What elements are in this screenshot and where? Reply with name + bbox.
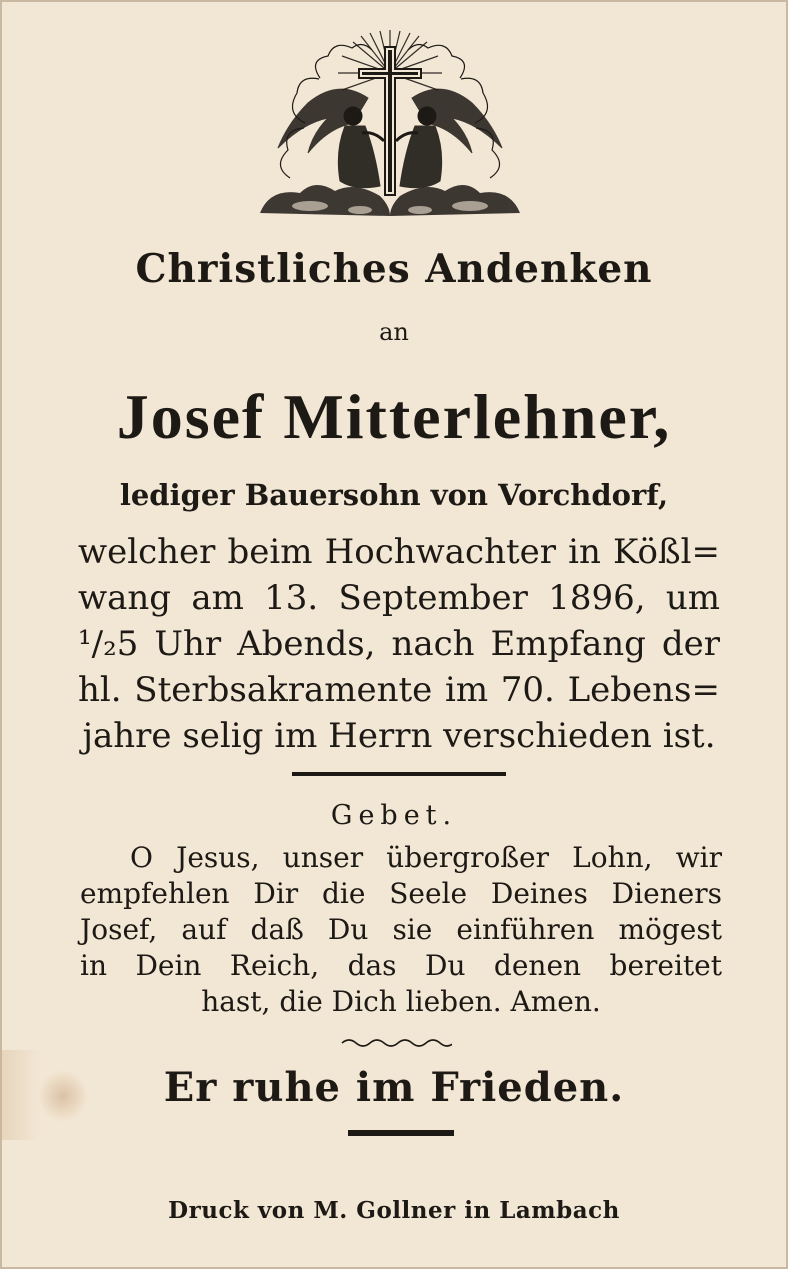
wavy-ornament <box>340 1036 452 1050</box>
deceased-description: lediger Bauersohn von Vorchdorf, <box>119 478 669 512</box>
deceased-name: Josef Mitterlehner, <box>116 381 672 452</box>
divider-rule <box>292 772 506 776</box>
body-line: wang am 13. September 1896, um <box>78 578 720 618</box>
closing-phrase: Er ruhe im Frieden. <box>163 1064 625 1111</box>
closing-rule <box>348 1130 454 1136</box>
prayer-line: empfehlen Dir die Seele Deines Dieners <box>80 877 722 910</box>
prayer-line: O Jesus, unser übergroßer Lohn, wir <box>130 841 722 874</box>
cross-with-angels-icon <box>250 28 530 233</box>
body-line: welcher beim Hochwachter in Kößl= <box>78 532 720 572</box>
connector-text: an <box>379 318 409 346</box>
prayer-line: in Dein Reich, das Du denen bereitet <box>80 949 722 982</box>
prayer-line: Josef, auf daß Du sie einführen mögest <box>80 913 722 946</box>
body-line: hl. Sterbsakramente im 70. Lebens= <box>78 670 720 710</box>
card-heading: Christliches Andenken <box>135 246 653 292</box>
body-line: ¹/₂5 Uhr Abends, nach Empfang der <box>78 624 720 664</box>
prayer-heading: Gebet. <box>330 800 458 831</box>
body-line: jahre selig im Herrn verschieden ist. <box>82 716 716 756</box>
prayer-line: hast, die Dich lieben. Amen. <box>201 985 601 1018</box>
printer-credit: Druck von M. Gollner in Lambach <box>168 1197 620 1224</box>
